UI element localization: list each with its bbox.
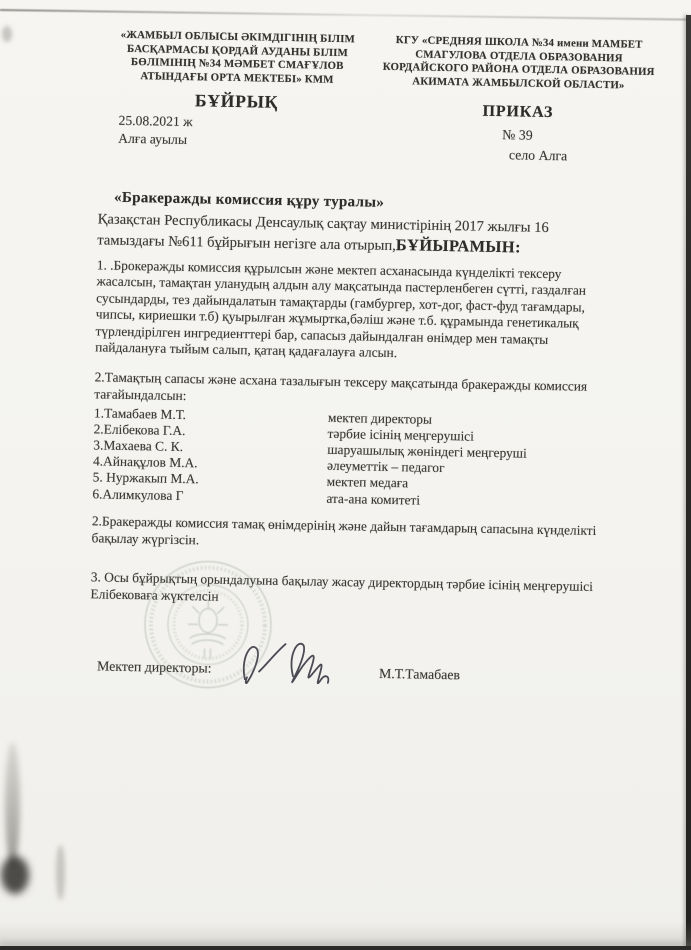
- header-right-column: [375, 34, 661, 166]
- member-role: тәрбие ісінің меңгерушісі: [327, 425, 475, 444]
- resolve-word: БҰЙЫРАМЫН:: [395, 235, 522, 257]
- document-header: [0, 0, 662, 166]
- doc-type-russian: ПРИКАЗ: [482, 102, 554, 122]
- preamble-line-1: Қазақстан Республикасы Денсаулық сақтау министірінің 2017 жылғы 16: [97, 211, 549, 237]
- member-name: 1.Тамабаев М.Т.: [93, 404, 187, 422]
- order-title: «Бракеражды комиссия құру туралы»: [113, 189, 385, 211]
- member-name: 4.Айнақұлов М.А.: [92, 453, 198, 471]
- scan-smudge-left: [5, 742, 20, 867]
- member-role: шаруашылық жөніндегі меңгеруші: [327, 441, 527, 461]
- member-role: әлеуметтік – педагог: [326, 458, 445, 476]
- scan-bottom-haze: [0, 922, 691, 946]
- order-number: № 39: [502, 127, 533, 143]
- order-item-1: 1. .Брокеражды комиссия құрылсын және мектеп асханасында күнделікті тексеру жасалсын, тамақтан уланудың алдын алу мақсатында пастерленбеген сүтті, газдалған сусындарды, тез дайындалатын тамақтарды (гамбургер, хот-дог, фаст-фуд тағамдары, чипсы, кириешки т.б) қуырылған жұмыртка,бәліш және т.б. құрамында генетикалық түрлендірілген ингредиенттері бар, сапасыз дайындалған өнімдер мен тамақты пайдалануға тыйым салып, қатаң қадағалауға алсын.: [95, 257, 587, 361]
- order-place-kazakh: Алға ауылы: [118, 130, 188, 147]
- scan-edge-bottom: [0, 946, 691, 950]
- signature-label: Мектеп директоры:: [96, 658, 212, 676]
- order-item-2-intro: 2.Тамақтың сапасы және асхана тазалығын тексеру мақсатында бракеражды комиссия тағайындалсын:: [94, 369, 588, 404]
- official-stamp: [141, 557, 276, 692]
- scan-smudge-top-left: [2, 26, 12, 42]
- order-place-russian: село Алга: [508, 147, 568, 164]
- member-role: мектеп медаға: [326, 474, 409, 491]
- order-date: 25.08.2021 ж: [118, 112, 193, 130]
- order-item-3: 3. Осы бұйрықтың орындалуына бақылау жасау директордың тәрбие ісінің меңгерушісі Елібековаға жүктелсін: [90, 569, 594, 604]
- member-role: мектеп директоры: [327, 409, 433, 427]
- scan-smudge-left-small: [56, 845, 65, 900]
- member-name: 6.Алимкулова Г: [92, 485, 184, 503]
- preamble: [97, 209, 666, 261]
- signatory-name: М.Т.Тамабаев: [378, 665, 461, 683]
- member-role: ата-ана комитеті: [326, 490, 421, 508]
- member-name: 5. Нуржакып М.А.: [92, 469, 199, 487]
- preamble-line-2: тамыздағы №611 бұйрығын негізге ала отырып,: [97, 232, 397, 255]
- scan-edge-right: [686, 15, 691, 950]
- member-name: 2.Елібекова Г.А.: [93, 421, 186, 438]
- scan-smudge-blob: [1, 856, 29, 894]
- organization-name-kazakh: «ЖАМБЫЛ ОБЛЫСЫ ӘКІМДІГІНІҢ БІЛІМ БАСҚАРМАСЫ ҚОРДАЙ АУДАНЫ БІЛІМ БӨЛІМІНІҢ №34 МӘМБЕТ СМАҒҰЛОВ АТЫНДАҒЫ ОРТА МЕКТЕБІ» КММ: [120, 28, 356, 86]
- header-left-column: [96, 28, 378, 160]
- order-item-2b: 2.Бракеражды комиссия тамақ өнімдерінің және дайын тағамдарың сапасына күнделікті бақылау жүргізсін.: [91, 513, 597, 548]
- member-name: 3.Махаева С. К.: [93, 437, 184, 455]
- doc-type-kazakh: БҰЙРЫҚ: [194, 90, 279, 112]
- organization-name-russian: КГУ «СРЕДНЯЯ ШКОЛА №34 имени МАМБЕТ СМАГУЛОВА ОТДЕЛА ОБРАЗОВАНИЯ КОРДАЙСКОГО РАЙОНА ОТДЕЛА ОБРАЗОВАНИЯ АКИМАТА ЖАМБЫЛСКОЙ ОБЛАСТИ»: [382, 34, 655, 91]
- commission-members-list: [92, 405, 662, 513]
